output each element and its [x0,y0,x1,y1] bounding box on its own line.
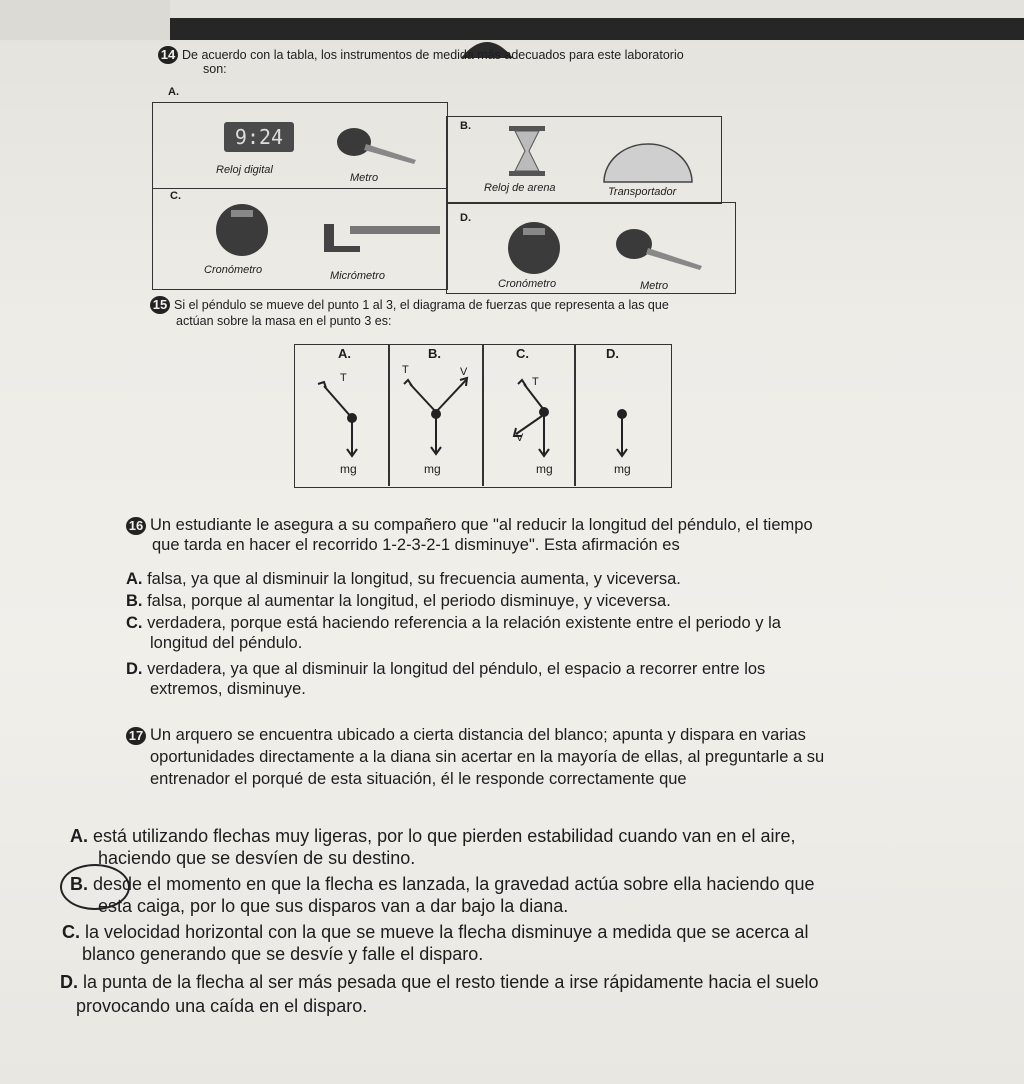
force-diagram-d [576,360,668,470]
force-label-mg: mg [536,462,553,476]
protractor-icon [600,140,696,186]
q17-option-d[interactable]: D. la punta de la flecha al ser más pesada que el resto tiende a irse rápidamente hacia el suelo [60,972,819,992]
q17-option-a[interactable]: A. está utilizando flechas muy ligeras, por lo que pierden estabilidad cuando van en el aire, [70,826,796,846]
q17-stem-line2: oportunidades directamente a la diana sin acertar en la mayoría de ellas, al preguntarle a su [150,748,825,766]
q17-number: 17 [126,727,146,745]
q14-d-item1: Cronómetro [498,278,557,290]
q16-option-d[interactable]: D. verdadera, ya que al disminuir la longitud del péndulo, el espacio a recorrer entre los [126,660,766,678]
stopwatch-icon [506,216,562,276]
q14-option-d-letter: D. [460,212,471,224]
force-label-v: V [516,432,524,444]
q14-option-b-letter: B. [460,120,471,132]
q17-option-b[interactable]: B. desde el momento en que la flecha es lanzada, la gravedad actúa sobre ella haciendo que [70,874,815,894]
q15-stem-line1: 15 Si el péndulo se mueve del punto 1 al 3, el diagrama de fuerzas que representa a las que [150,296,669,314]
q14-a-item1: Reloj digital [216,164,273,176]
micrometer-icon [320,220,440,256]
header-bar [170,18,1024,40]
q15-stem-line2: actúan sobre la masa en el punto 3 es: [176,314,392,328]
force-label-mg: mg [614,462,631,476]
q16-number: 16 [126,517,146,535]
q16-stem-line1: 16 Un estudiante le asegura a su compañero que "al reducir la longitud del péndulo, el tiempo [126,516,813,535]
q17-option-d-cont: provocando una caída en el disparo. [76,996,368,1016]
q14-c-item1: Cronómetro [204,264,263,276]
q16-option-d-cont: extremos, disminuye. [150,680,306,698]
q16-option-c[interactable]: C. verdadera, porque está haciendo referencia a la relación existente entre el periodo y la [126,614,781,632]
page-edge [0,0,170,40]
tape-measure-icon [614,226,704,270]
q14-b-item1: Reloj de arena [484,182,556,194]
q14-c-item2: Micrómetro [330,270,386,282]
q15-option-c-letter[interactable]: C. [516,346,529,361]
force-diagram-c [484,360,574,470]
q17-option-a-cont: haciendo que se desvíen de su destino. [98,848,416,868]
hourglass-icon [507,126,547,176]
q16-option-c-cont: longitud del péndulo. [150,634,303,652]
q17-option-b-cont: esta caiga, por lo que sus disparos van a dar bajo la diana. [98,896,569,916]
tape-measure-icon [336,124,416,164]
q14-option-a-letter: A. [168,86,179,98]
q14-number: 14 [158,46,178,64]
q16-stem-line2: que tarda en hacer el recorrido 1-2-3-2-1 disminuye". Esta afirmación es [152,536,680,554]
q17-option-c[interactable]: C. la velocidad horizontal con la que se mueve la flecha disminuye a medida que se acerca al [62,922,809,942]
force-label-t: T [402,364,409,376]
q14-b-item2: Transportador [608,186,677,198]
q17-stem-line3: entrenador el porqué de esta situación, él le responde correctamente que [150,770,687,788]
force-label-mg: mg [424,462,441,476]
q14-stem-line1: 14 De acuerdo con la tabla, los instrumentos de medida más adecuados para este laboratorio [158,46,684,64]
digital-clock-icon: 9:24 [224,122,294,152]
q15-option-b-letter[interactable]: B. [428,346,441,361]
q14-stem-line2: son: [203,62,227,76]
force-label-t: T [532,376,539,388]
q17-option-c-cont: blanco generando que se desvíe y falle el disparo. [82,944,484,964]
q14-d-item2: Metro [640,280,669,292]
q15-number: 15 [150,296,170,314]
force-label-v: V [460,366,468,378]
force-label-t: T [340,372,347,384]
force-label-mg: mg [340,462,357,476]
q15-option-a-letter[interactable]: A. [338,346,351,361]
q15-option-d-letter[interactable]: D. [606,346,619,361]
q16-option-a[interactable]: A. falsa, ya que al disminuir la longitud, su frecuencia aumenta, y viceversa. [126,570,681,588]
force-diagram-b [390,360,482,470]
q16-option-b[interactable]: B. falsa, porque al aumentar la longitud, el periodo disminuye, y viceversa. [126,592,671,610]
q14-a-item2: Metro [350,172,379,184]
stopwatch-icon [214,198,270,258]
q17-stem-line1: 17 Un arquero se encuentra ubicado a cierta distancia del blanco; apunta y dispara en varias [126,726,806,745]
q14-option-c-letter: C. [170,190,181,202]
